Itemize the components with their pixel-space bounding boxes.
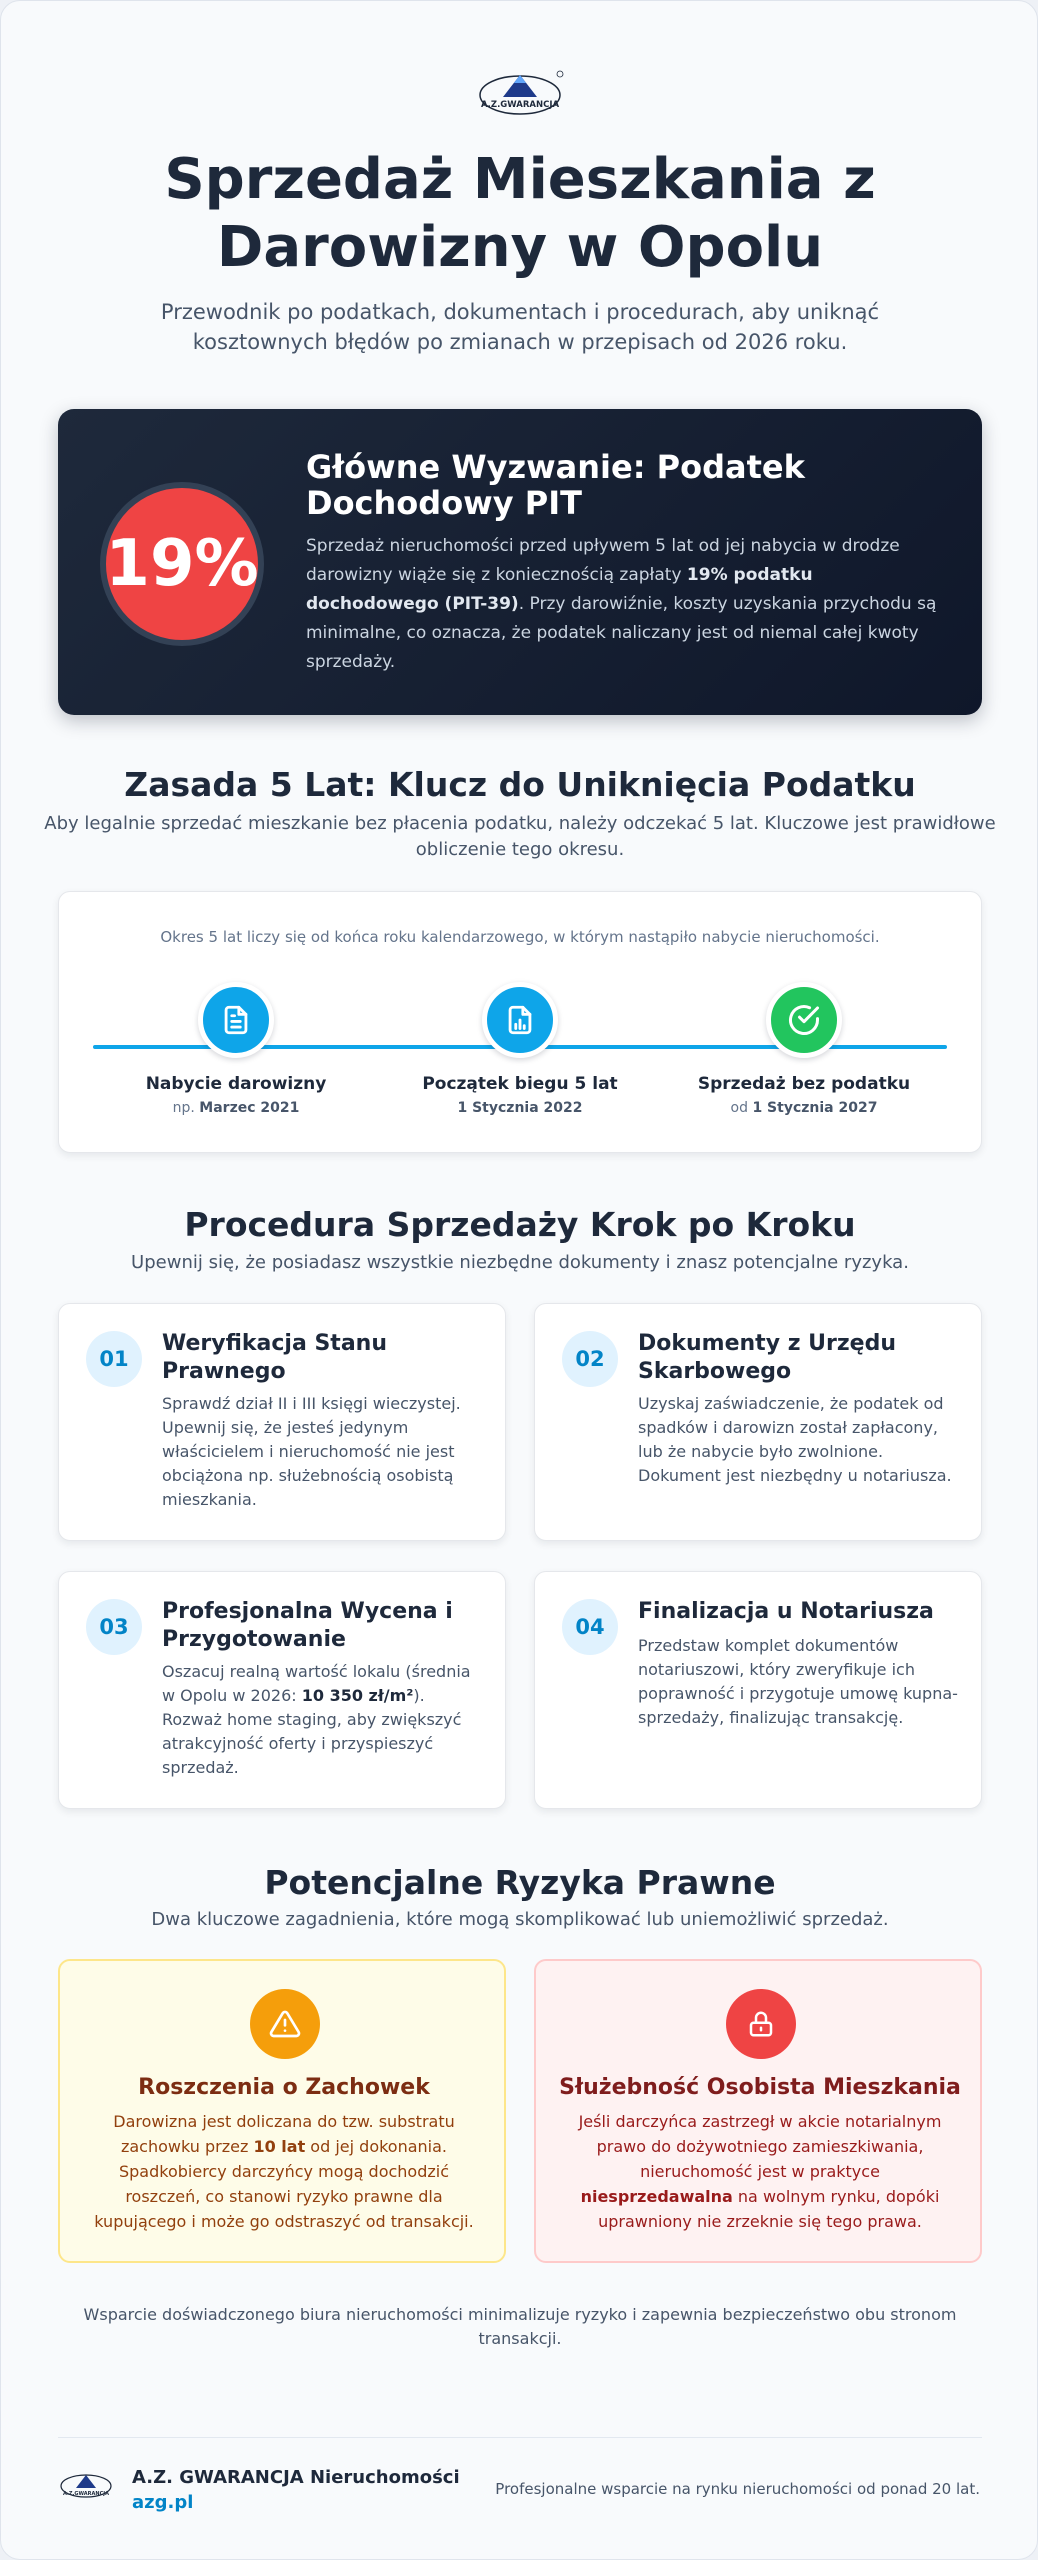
- timeline-date-value-1: Marzec 2021: [199, 1100, 300, 1116]
- page-subtitle: Przewodnik po podatkach, dokumentach i procedurach, aby uniknąć kosztownych błędów po zmianach w przepisach od 2026 roku.: [160, 300, 880, 354]
- step-number-4: 04: [562, 1599, 618, 1655]
- rule-subtitle: Aby legalnie sprzedać mieszkanie bez płacenia podatku, należy odczekać 5 lat. Kluczowe jest prawidłowe obliczenie tego okresu.: [44, 813, 996, 860]
- timeline-label-2: Początek biegu 5 lat: [422, 1074, 618, 1094]
- risks-title: Potencjalne Ryzyka Prawne: [264, 1863, 776, 1902]
- risk-text-zachowek: [94, 2109, 474, 2234]
- document-chart-icon: [482, 982, 558, 1058]
- risk-card-sluzebnosc: [534, 1959, 982, 2263]
- footer-company-name: A.Z. GWARANCJA Nieruchomości: [132, 2467, 460, 2488]
- challenge-text-b: . Przy darowiźnie, koszty uzyskania przychodu są minimalne, co oznacza, że podatek naliczany jest od niemal całej kwoty sprzedaży.: [306, 594, 937, 672]
- step-number-1: 01: [86, 1331, 142, 1387]
- check-circle-icon: [766, 982, 842, 1058]
- challenge-text: [306, 532, 946, 677]
- procedure-title: Procedura Sprzedaży Krok po Kroku: [184, 1205, 856, 1244]
- timeline-date-2: [380, 1100, 660, 1116]
- timeline-label-1: Nabycie darowizny: [145, 1074, 327, 1094]
- risks-subtitle: Dwa kluczowe zagadnienia, które mogą skomplikować lub uniemożliwić sprzedaż.: [151, 1909, 889, 1930]
- risk-title-sluzebnosc: Służebność Osobista Mieszkania: [559, 2075, 961, 2100]
- step-title-2: Dokumenty z Urzędu Skarbowego: [638, 1331, 897, 1384]
- step-title-4: Finalizacja u Notariusza: [638, 1599, 934, 1624]
- timeline-date-value-2: 1 Stycznia 2022: [457, 1100, 583, 1116]
- footer-divider: [58, 2437, 982, 2438]
- page-title: [61, 146, 979, 282]
- footer-logo: [58, 2469, 114, 2503]
- challenge-title: Główne Wyzwanie: Podatek Dochodowy PIT: [306, 448, 805, 522]
- step-text-2: Uzyskaj zaświadczenie, że podatek od spadków i darowizn został zapłacony, lub że nabycie było zwolnione. Dokument jest niezbędny u notariusza.: [638, 1394, 952, 1485]
- step-text-4: Przedstaw komplet dokumentów notariuszowi, który zweryfikuje ich poprawność i przygotuje umowę kupna-sprzedaży, finalizując transakcję.: [638, 1636, 958, 1727]
- step-card-1: [58, 1303, 506, 1541]
- svg-text:A.Z.GWARANCJA: A.Z.GWARANCJA: [480, 100, 560, 110]
- risk-card-zachowek: [58, 1959, 506, 2263]
- page-title-line-2: Darowizny w Opolu: [216, 215, 824, 280]
- step-text-3: [162, 1660, 482, 1780]
- svg-text:A.Z.GWARANCJA: A.Z.GWARANCJA: [63, 2491, 109, 2497]
- timeline-date-prefix-1: np.: [172, 1100, 200, 1116]
- risk-text-zachowek-b: od jej dokonania. Spadkobiercy darczyńcy mogą dochodzić roszczeń, co stanowi ryzyko prawne dla kupującego i może go odstraszyć od transakcji.: [94, 2137, 474, 2231]
- tax-rate-badge: 19%: [100, 482, 264, 646]
- timeline-date-1: [96, 1100, 376, 1116]
- step-number-2: 02: [562, 1331, 618, 1387]
- risk-text-sluzebnosc-bold: niesprzedawalna: [580, 2187, 733, 2206]
- step-text-3a: Oszacuj realną wartość lokalu (średnia w Opolu w 2026:: [162, 1662, 471, 1705]
- company-logo: [470, 65, 570, 121]
- challenge-text-bold: 19% podatku dochodowego (PIT-39): [306, 565, 813, 614]
- step-card-3: [58, 1571, 506, 1809]
- tax-challenge-card: [58, 409, 982, 715]
- risk-text-sluzebnosc-b: na wolnym rynku, dopóki uprawniony nie zrzeknie się tego prawa.: [598, 2187, 940, 2231]
- footer-website-link[interactable]: azg.pl: [132, 2492, 194, 2513]
- risk-text-sluzebnosc-a: Jeśli darczyńca zastrzegł w akcie notarialnym prawo do dożywotniego zamieszkiwania, nieruchomość jest w praktyce: [578, 2112, 942, 2181]
- step-text-3-bold: 10 350 zł/m²: [301, 1686, 414, 1705]
- risk-title-zachowek: Roszczenia o Zachowek: [138, 2075, 430, 2100]
- step-card-4: [534, 1571, 982, 1809]
- challenge-text-a: Sprzedaż nieruchomości przed upływem 5 lat od jej nabycia w drodze darowizny wiąże się z koniecznością zapłaty: [306, 536, 900, 585]
- timeline-card: [58, 891, 982, 1153]
- risk-text-zachowek-a: Darowizna jest doliczana do tzw. substratu zachowku przez: [113, 2112, 455, 2156]
- document-icon: [198, 982, 274, 1058]
- step-title-3: Profesjonalna Wycena i Przygotowanie: [162, 1599, 453, 1652]
- timeline-note: Okres 5 lat liczy się od końca roku kalendarzowego, w którym nastąpiło nabycie nieruchomości.: [160, 928, 880, 946]
- step-card-2: [534, 1303, 982, 1541]
- timeline-label-3: Sprzedaż bez podatku: [697, 1074, 911, 1094]
- procedure-subtitle: Upewnij się, że posiadasz wszystkie niezbędne dokumenty i znasz potencjalne ryzyka.: [131, 1252, 909, 1273]
- rule-title: Zasada 5 Lat: Klucz do Uniknięcia Podatku: [124, 765, 916, 804]
- risk-text-sluzebnosc: [570, 2109, 950, 2234]
- footer-tagline: Profesjonalne wsparcie na rynku nieruchomości od ponad 20 lat.: [495, 2480, 980, 2498]
- timeline-date-prefix-3: od: [730, 1100, 753, 1116]
- warning-icon: [250, 1989, 320, 2059]
- timeline-date-value-3: 1 Stycznia 2027: [752, 1100, 878, 1116]
- risk-text-zachowek-bold: 10 lat: [253, 2137, 306, 2156]
- lock-icon: [726, 1989, 796, 2059]
- timeline-date-3: [664, 1100, 944, 1116]
- closing-statement: Wsparcie doświadczonego biura nieruchomości minimalizuje ryzyko i zapewnia bezpieczeństwo obu stronom transakcji.: [83, 2305, 957, 2348]
- step-number-3: 03: [86, 1599, 142, 1655]
- step-text-1: Sprawdź dział II i III księgi wieczystej. Upewnij się, że jesteś jedynym właścicielem i nieruchomość nie jest obciążona np. służebnością osobistą mieszkania.: [162, 1394, 461, 1509]
- step-title-1: Weryfikacja Stanu Prawnego: [162, 1331, 387, 1384]
- step-text-3b: ). Rozważ home staging, aby zwiększyć atrakcyjność oferty i przyspieszyć sprzedaż.: [162, 1686, 462, 1777]
- page-title-line-1: Sprzedaż Mieszkania z: [164, 147, 876, 212]
